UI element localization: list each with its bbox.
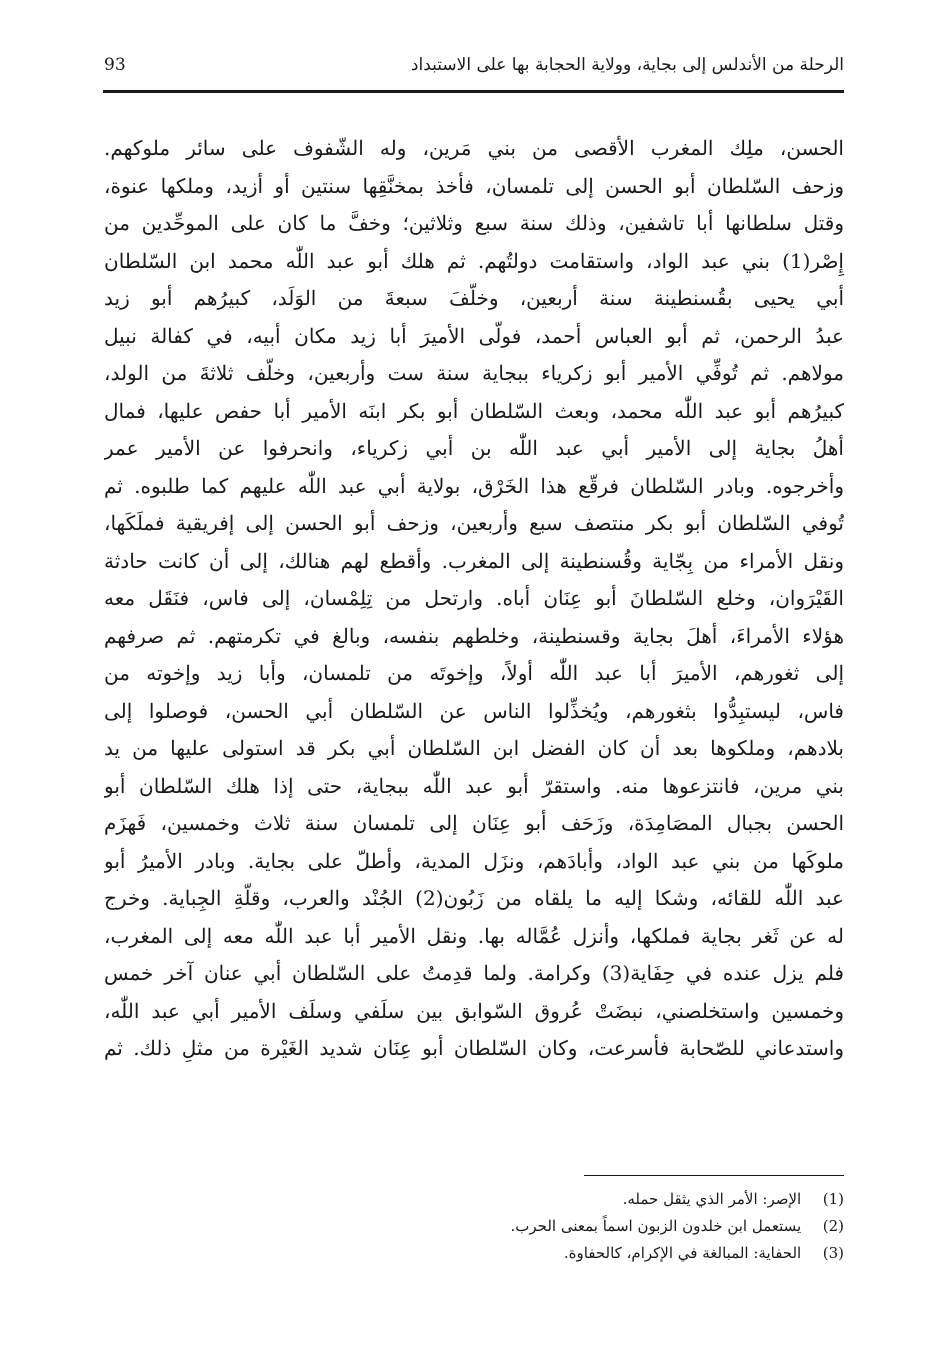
footnote-number: (3) (822, 1244, 844, 1262)
body-line: هؤلاء الأمراءَ، أهلَ بجاية وقسنطينة، وخلطهم بنفسه، وبالغ في تكرمتهم. ثم صرفهم (104, 623, 844, 648)
running-header (104, 50, 844, 80)
footnote-rule (584, 1175, 844, 1176)
body-line: واستدعاني للصّحابة فأسرعت، وكان السّلطان أبو عِنَان شديد الغَيْرة من مثلِ ذلك. ثم (104, 1036, 844, 1060)
footnote-text: الحفاية: المبالغة في الإكرام، كالحفاوة. (563, 1244, 802, 1262)
footnote-number: (1) (822, 1190, 844, 1208)
body-line: الحسن بجبال المصَامِدَة، وزَحَف أبو عِنَان إلى تلمسان سنة ثلاث وخمسين، فَهزَم (104, 811, 844, 835)
footnote-number: (2) (822, 1217, 844, 1235)
body-line: كبيرُهم أبو عبد اللّٰه محمد، وبعث السّلطان أبو بكر ابنَه الأمير أبا حفص عليها، فمال (104, 398, 844, 423)
header-rule (103, 90, 844, 93)
footnote (104, 1240, 844, 1267)
footnote (104, 1213, 844, 1240)
body-line: وزحف السّلطان أبو الحسن إلى تلمسان، فأخذ بمخنَّقِها سنتين أو أزيد، وملكها عنوة، (104, 173, 844, 198)
footnote (104, 1186, 844, 1213)
body-line: بني مرين، فانتزعوها منه. واستقرّ أبو عبد اللّٰه ببجاية، حتى إذا هلك السّلطان أبو (104, 773, 844, 798)
body-line: إِصْر(1) بني عبد الواد، واستقامت دولتُهم. ثم هلك أبو عبد اللّٰه محمد ابن السّلطان (104, 248, 844, 273)
body-line: فاس، ليستبِدُّوا بثغورهم، ويُخذِّلوا الناس عن السّلطان أبي الحسن، فوصلوا إلى (104, 698, 844, 723)
body-line: وخمسين واستخلصني، نبضَتْ عُروق السّوابق بين سلَفي وسلَف الأمير أبي عبد اللّٰه، (104, 998, 844, 1023)
page-number: 93 (104, 55, 126, 75)
body-line: أبي يحيى بقُسنطينة سنة أربعين، وخلّفَ سبعةَ من الوَلَد، كبيرُهم أبو زيد (104, 286, 844, 310)
body-text (104, 130, 844, 1068)
body-line: تُوفي السّلطان أبو بكر منتصف سبع وأربعين، وزحف أبو الحسن إلى إفريقية فملَكَها، (104, 511, 844, 535)
body-line: بلادهم، وملكوها بعد أن كان الفضل ابن السّلطان أبي بكر قد استولى عليها من يد (104, 736, 844, 760)
body-line: عبد اللّٰه للقائه، وشكا إليه ما يلقاه من زَبُون(2) الجُنْد والعرب، وقلّةِ الجِباية. وخرج (104, 886, 844, 910)
body-line: مولاهم. ثم تُوفِّي الأمير أبو زكرياء ببجاية سنة ست وأربعين، وخلّف ثلاثةَ من الولد، (104, 361, 844, 385)
body-line: عبدُ الرحمن، ثم أبو العباس أحمد، فولّى الأميرَ أبا زيد مكان أبيه، في كفالة نبيل (104, 323, 844, 348)
body-line: له عن ثَغر بجاية فملكها، وأنزل عُمَّاله بها. ونقل الأمير أبا عبد اللّٰه معه إلى المغرب، (104, 923, 844, 948)
footnotes (104, 1186, 844, 1267)
body-line: أهلُ بجاية إلى الأمير أبي عبد اللّٰه بن أبي زكرياء، وانحرفوا عن الأمير عمر (104, 436, 844, 460)
body-line: إلى ثغورهم، الأميرَ أبا عبد اللّٰه أولاً، وإخوتَه من تلمسان، وأبا زيد وإخوته من (104, 661, 844, 685)
body-line: فلم يزل عنده في حِفَاية(3) وكرامة. ولما قدِمتُ على السّلطان أبي عنان آخر خمس (104, 961, 844, 985)
footnote-text: الإصر: الأمر الذي يثقل حمله. (622, 1190, 802, 1208)
body-line: الحسن، ملِك المغرب الأقصى من بني مَرين، وله الشّفوف على سائر ملوكهم. (104, 136, 844, 160)
footnote-text: يستعمل ابن خلدون الزبون اسماً بمعنى الحرب. (510, 1217, 802, 1235)
body-line: ونقل الأمراء من بِجّاية وقُسنطينة إلى المغرب. وأقطع لهم هنالك، إلى أن كانت حادثة (104, 548, 844, 573)
body-line: وأخرجوه. وبادر السّلطان فرقّع هذا الخَرْق، بولاية أبي عبد اللّٰه عليهم كما طلبوه. ثم (104, 473, 844, 498)
body-line: وقتل سلطانها أبا تاشفين، وذلك سنة سبع وثلاثين؛ وخفَّ ما كان على الموحِّدين من (104, 211, 844, 235)
running-title: الرحلة من الأندلس إلى بجاية، وولاية الحجابة بها على الاستبداد (410, 55, 844, 75)
body-line: القَيْرَوان، وخلع السّلطانَ أبو عِنَان أباه. وارتحل من تِلِمْسان، إلى فاس، فنَقَل معه (104, 586, 844, 610)
body-line: ملوكَها من بني عبد الواد، وأبادَهم، ونزَل المدية، وأطلّ على بجاية. وبادر الأميرُ أبو (104, 848, 844, 873)
